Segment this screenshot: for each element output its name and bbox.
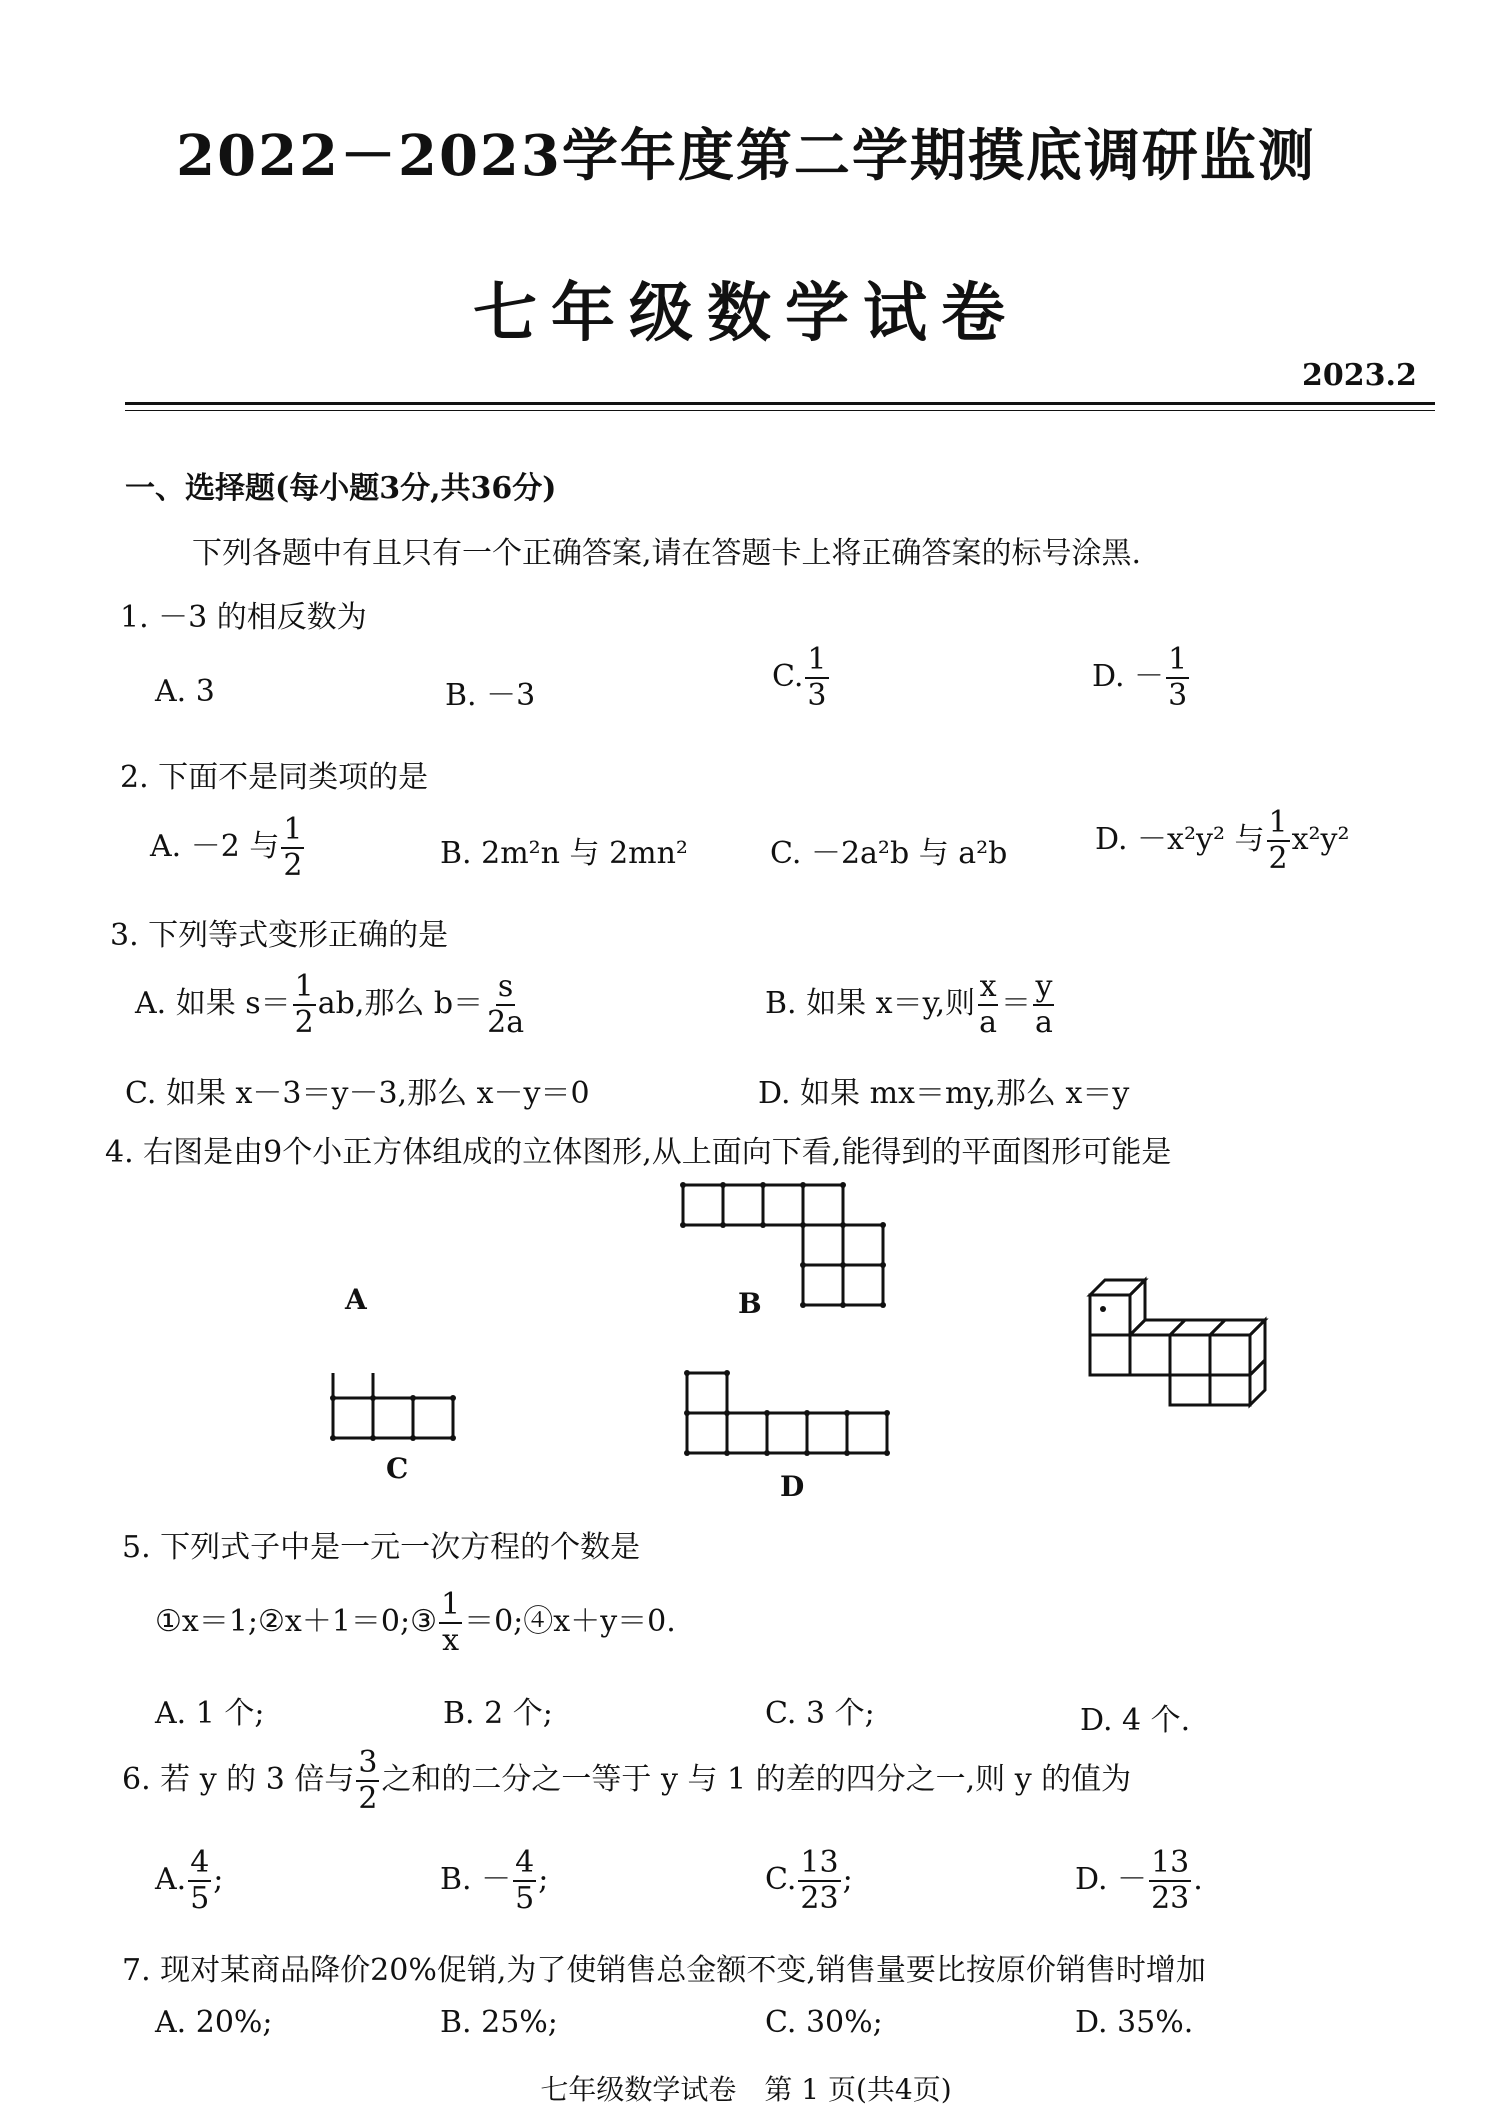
q5-expressions: ①x＝1;②x＋1＝0;③ $\frac{1}{x}$ ＝0;④x＋y＝0.	[155, 1587, 676, 1658]
q3-option-c: C. 如果 x－3＝y－3,那么 x－y＝0	[125, 1076, 590, 1111]
question-7-stem: 7. 现对某商品降价20%促销,为了使销售总金额不变,销售量要比按原价销售时增加	[122, 1953, 1206, 1988]
q7-option-a: A. 20%;	[155, 2005, 273, 2040]
q4-label-c: C	[386, 1452, 409, 1485]
page-footer: 七年级数学试卷 第 1 页(共4页)	[540, 2073, 952, 2106]
q5-option-c: C. 3 个;	[765, 1696, 875, 1731]
q4-figure-c	[328, 1368, 458, 1448]
q1-option-d: D. － $\frac{1}{3}$	[1092, 642, 1188, 713]
header-rule-thin	[125, 410, 1435, 411]
question-2-stem: 2. 下面不是同类项的是	[120, 760, 429, 795]
exam-subtitle: 七年级数学试卷	[473, 276, 1019, 351]
q2-option-d: D. －x²y² 与 $\frac{1}{2}$ x²y²	[1095, 805, 1350, 876]
question-5-stem: 5. 下列式子中是一元一次方程的个数是	[122, 1530, 641, 1565]
q7-option-b: B. 25%;	[440, 2005, 558, 2040]
q4-label-d: D	[780, 1470, 805, 1503]
q4-label-a: A	[345, 1283, 367, 1316]
q3-option-d: D. 如果 mx＝my,那么 x＝y	[758, 1076, 1130, 1111]
q5-option-b: B. 2 个;	[443, 1696, 553, 1731]
q6-option-c: C. $\frac{13}{23}$ ;	[765, 1845, 853, 1916]
q3-option-b: B. 如果 x＝y,则 $\frac{x}{a}$ ＝ $\frac{y}{a}$	[765, 969, 1053, 1040]
q6-option-d: D. － $\frac{13}{23}$ .	[1075, 1845, 1203, 1916]
q1-option-c: C. $\frac{1}{3}$	[772, 642, 827, 713]
q4-figure-d	[682, 1368, 902, 1458]
q4-figure-b	[678, 1180, 908, 1320]
q4-label-b: B	[738, 1287, 762, 1320]
section-instruction: 下列各题中有且只有一个正确答案,请在答题卡上将正确答案的标号涂黑.	[192, 536, 1142, 571]
q1-option-a: A. 3	[155, 674, 215, 709]
question-6-stem: 6. 若 y 的 3 倍与 $\frac{3}{2}$ 之和的二分之一等于 y 与 1 的差的四分之一,则 y 的值为	[122, 1745, 1132, 1816]
q6-option-a: A. $\frac{4}{5}$ ;	[155, 1845, 224, 1916]
q2-option-b: B. 2m²n 与 2mn²	[440, 836, 688, 871]
header-rule-thick	[125, 402, 1435, 405]
question-1-stem: 1. －3 的相反数为	[120, 600, 367, 635]
q4-solid-figure	[1085, 1265, 1285, 1410]
q5-option-a: A. 1 个;	[155, 1696, 265, 1731]
exam-date: 2023.2	[1302, 358, 1417, 393]
q1-option-b: B. －3	[445, 678, 536, 713]
q2-option-a: A. －2 与 $\frac{1}{2}$	[150, 812, 303, 883]
exam-title: 2022－2023学年度第二学期摸底调研监测	[176, 123, 1316, 189]
q7-option-d: D. 35%.	[1075, 2005, 1194, 2040]
q2-option-c: C. －2a²b 与 a²b	[770, 836, 1008, 871]
question-4-stem: 4. 右图是由9个小正方体组成的立体图形,从上面向下看,能得到的平面图形可能是	[105, 1135, 1172, 1170]
question-3-stem: 3. 下列等式变形正确的是	[110, 918, 449, 953]
q6-option-b: B. － $\frac{4}{5}$ ;	[440, 1845, 549, 1916]
q3-option-a: A. 如果 s＝ $\frac{1}{2}$ ab,那么 b＝ $\frac{s}{2a}$	[135, 969, 525, 1040]
q5-option-d: D. 4 个.	[1080, 1703, 1191, 1738]
section-heading: 一、选择题(每小题3分,共36分)	[125, 471, 557, 506]
q7-option-c: C. 30%;	[765, 2005, 883, 2040]
